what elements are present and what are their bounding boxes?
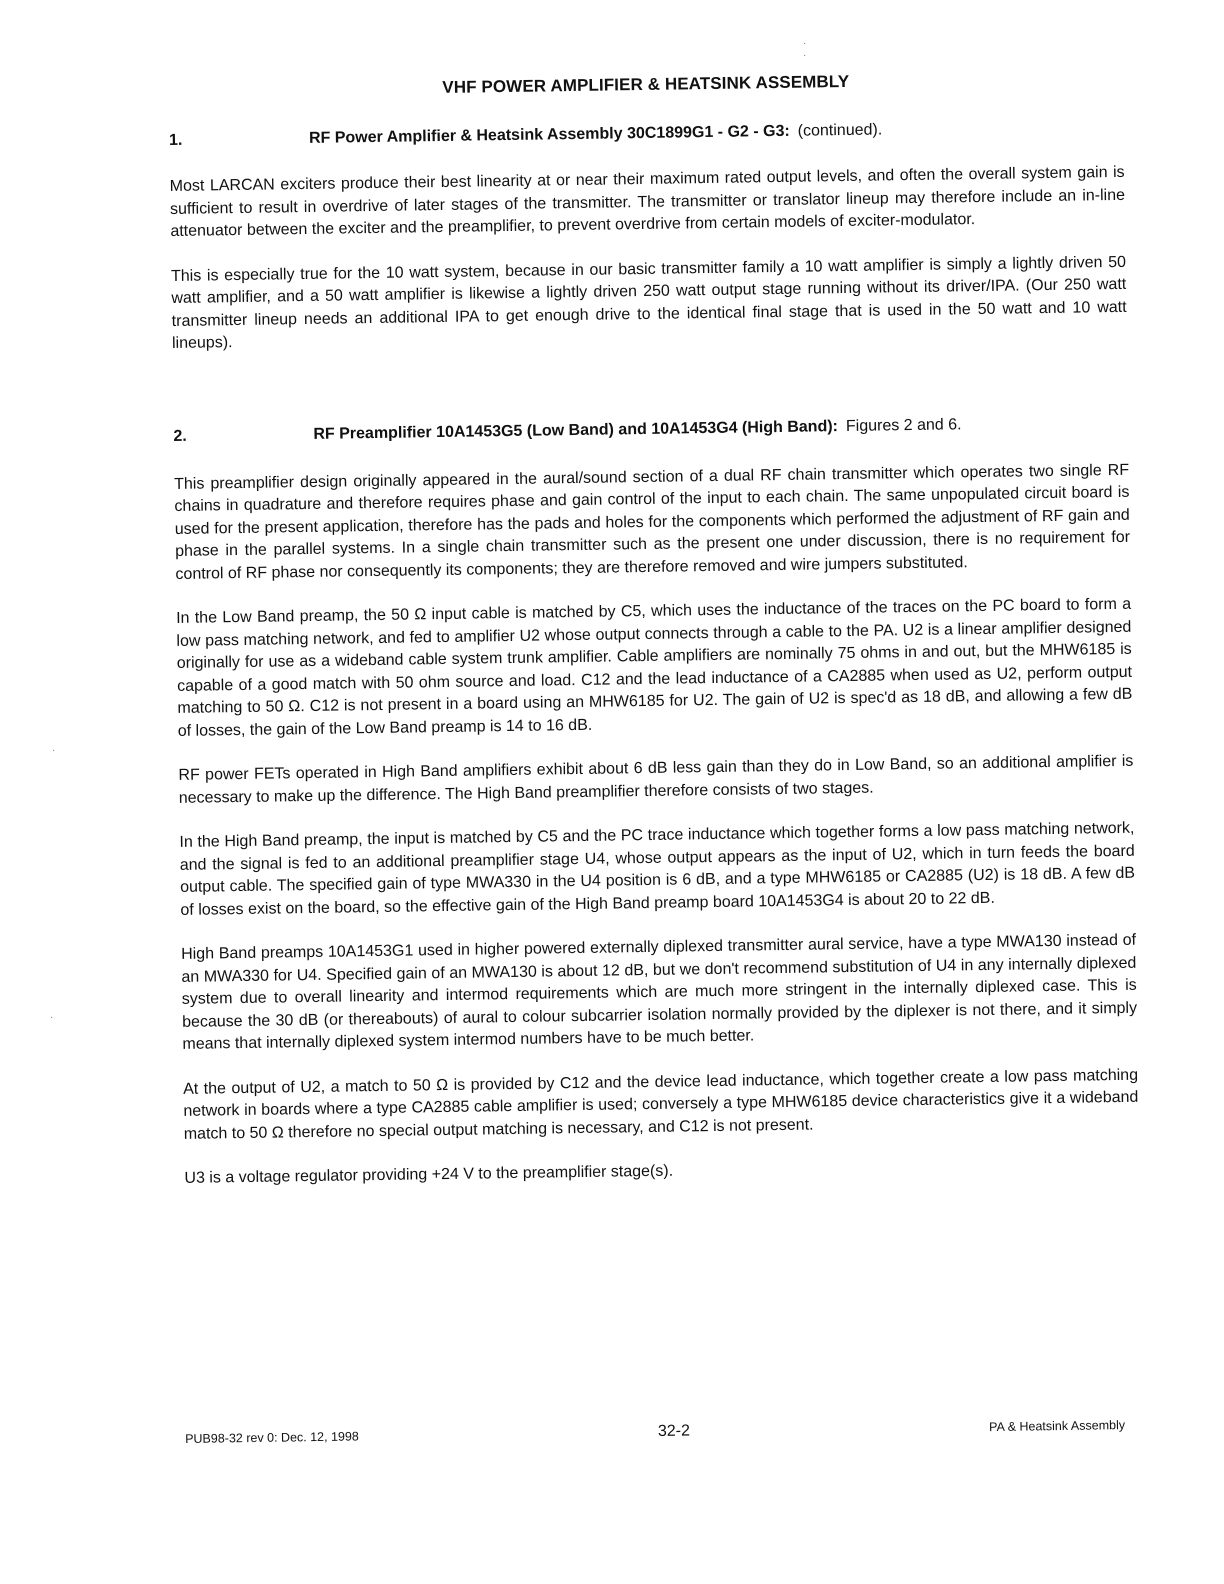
scan-speck: · (803, 38, 807, 49)
paragraph: At the output of U2, a match to 50 Ω is provided by C12 and the device lead inductance, which together create a low pass matching network in boards where a type CA2885 cable amplifier is used; conversely a type MHW6185 device characteristics give it a wideband match to 50 Ω therefore no special output matching is necessary, and C12 is not present. (182, 1066, 1139, 1143)
section-title-suffix: (continued). (797, 121, 883, 140)
paragraph: U3 is a voltage regulator providing +24 V to the preamplifier stage(s). (184, 1162, 674, 1187)
footer-section-name: PA & Heatsink Assembly (989, 1418, 1126, 1435)
section-2-body (174, 459, 1140, 1190)
document-body (168, 56, 1140, 1191)
footer-publication: PUB98-32 rev 0: Dec. 12, 1998 (185, 1429, 359, 1446)
page-footer (185, 1416, 1125, 1448)
section-number: 2. (173, 427, 187, 445)
section-title: RF Power Amplifier & Heatsink Assembly 30C1899G1 - G2 - G3: (308, 122, 790, 147)
paragraph: Most LARCAN exciters produce their best linearity at or near their maximum rated output levels, and often the overall system gain is sufficient to result in overdrive of later stages of the transmitter. The transmitter or translator lineup may therefore include an in-line attenuator between the exciter and the preamplifier, to prevent overdrive from certain models of exciter-modulator. (169, 163, 1126, 240)
paragraph: This is especially true for the 10 watt system, because in our basic transmitter family a 10 watt amplifier is simply a lightly driven 50 watt amplifier, and a 50 watt amplifier is likewise a lightly driven 250 watt output stage running without its driver/IPA. (Our 250 watt transmitter lineup needs an additional IPA to get enough drive to the identical final stage that is used in the 50 watt and 10 watt lineups). (170, 253, 1127, 352)
section-2-heading (173, 413, 1128, 445)
section-1-heading (169, 118, 1124, 150)
section-title: RF Preamplifier 10A1453G5 (Low Band) and 10A1453G4 (High Band): (313, 417, 839, 443)
scan-speck: · (803, 50, 807, 61)
scan-speck: · (50, 1012, 54, 1023)
paragraph: High Band preamps 10A1453G1 used in higher powered externally diplexed transmitter aural service, have a type MWA130 instead of an MWA330 for U4. Specified gain of an MWA130 is about 12 dB, but we don't recommend substitution of U4 in any internally diplexed system due to overall linearity and intermod requirements which are much more stringent in the internally diplexed case. This is because the 30 dB (or thereabouts) of aural to colour subcarrier isolation normally provided by the diplexer is not there, and it simply means that internally diplexed system intermod numbers have to be much better. (180, 931, 1138, 1053)
page-number: 32-2 (657, 1422, 691, 1440)
section-title-suffix: Figures 2 and 6. (845, 415, 962, 435)
paragraph: This preamplifier design originally appeared in the aural/sound section of a dual RF chain transmitter which operates two single RF chains in quadrature and therefore requires phase and gain control of the input to each chain. The same unpopulated circuit board is used for the present application, therefore has the pads and holes for the components which performed the adjustment of RF gain and phase in the parallel systems. In a single chain transmitter such as the present one under discussion, there is no requirement for control of RF phase nor consequently its components; they are therefore removed and wire jumpers substituted. (174, 461, 1131, 583)
section-number: 1. (168, 131, 183, 149)
document-title: VHF POWER AMPLIFIER & HEATSINK ASSEMBLY (442, 71, 850, 97)
paragraph: In the High Band preamp, the input is matched by C5 and the PC trace inductance which together forms a low pass matching network, and the signal is fed to an additional preamplifier stage U4, whose output appears as the input of U2, which in turn feeds the board output cable. The specified gain of type MWA330 in the U4 position is 6 dB, and a type MHW6185 or CA2885 (U2) is 18 dB. A few dB of losses exist on the board, so the effective gain of the High Band preamp board 10A1453G4 is about 20 to 22 dB. (179, 819, 1136, 919)
paragraph: RF power FETs operated in High Band amplifiers exhibit about 6 dB less gain than they do in Low Band, so an additional amplifier is necessary to make up the difference. The High Band preamplifier therefore consists of two stages. (178, 752, 1134, 807)
section-1-body (170, 162, 1128, 356)
paragraph: In the Low Band preamp, the 50 Ω input cable is matched by C5, which uses the inductance of the traces on the PC board to form a low pass matching network, and fed to amplifier U2 whose output connects through a cable to the PA. U2 is a linear amplifier designed originally for use as a wideband cable system trunk amplifier. Cable amplifiers are nominally 75 ohms in and out, but the MHW6185 is capable of a good match with 50 ohm source and load. C12 and the lead inductance of a CA2885 when used as U2, perform output matching to 50 Ω. C12 is not present in a board using an MHW6185 for U2. The gain of U2 is spec'd as 18 dB, and allowing a few dB of losses, the gain of the Low Band preamp is 14 to 16 dB. (176, 595, 1133, 740)
scan-speck: · (52, 745, 56, 756)
